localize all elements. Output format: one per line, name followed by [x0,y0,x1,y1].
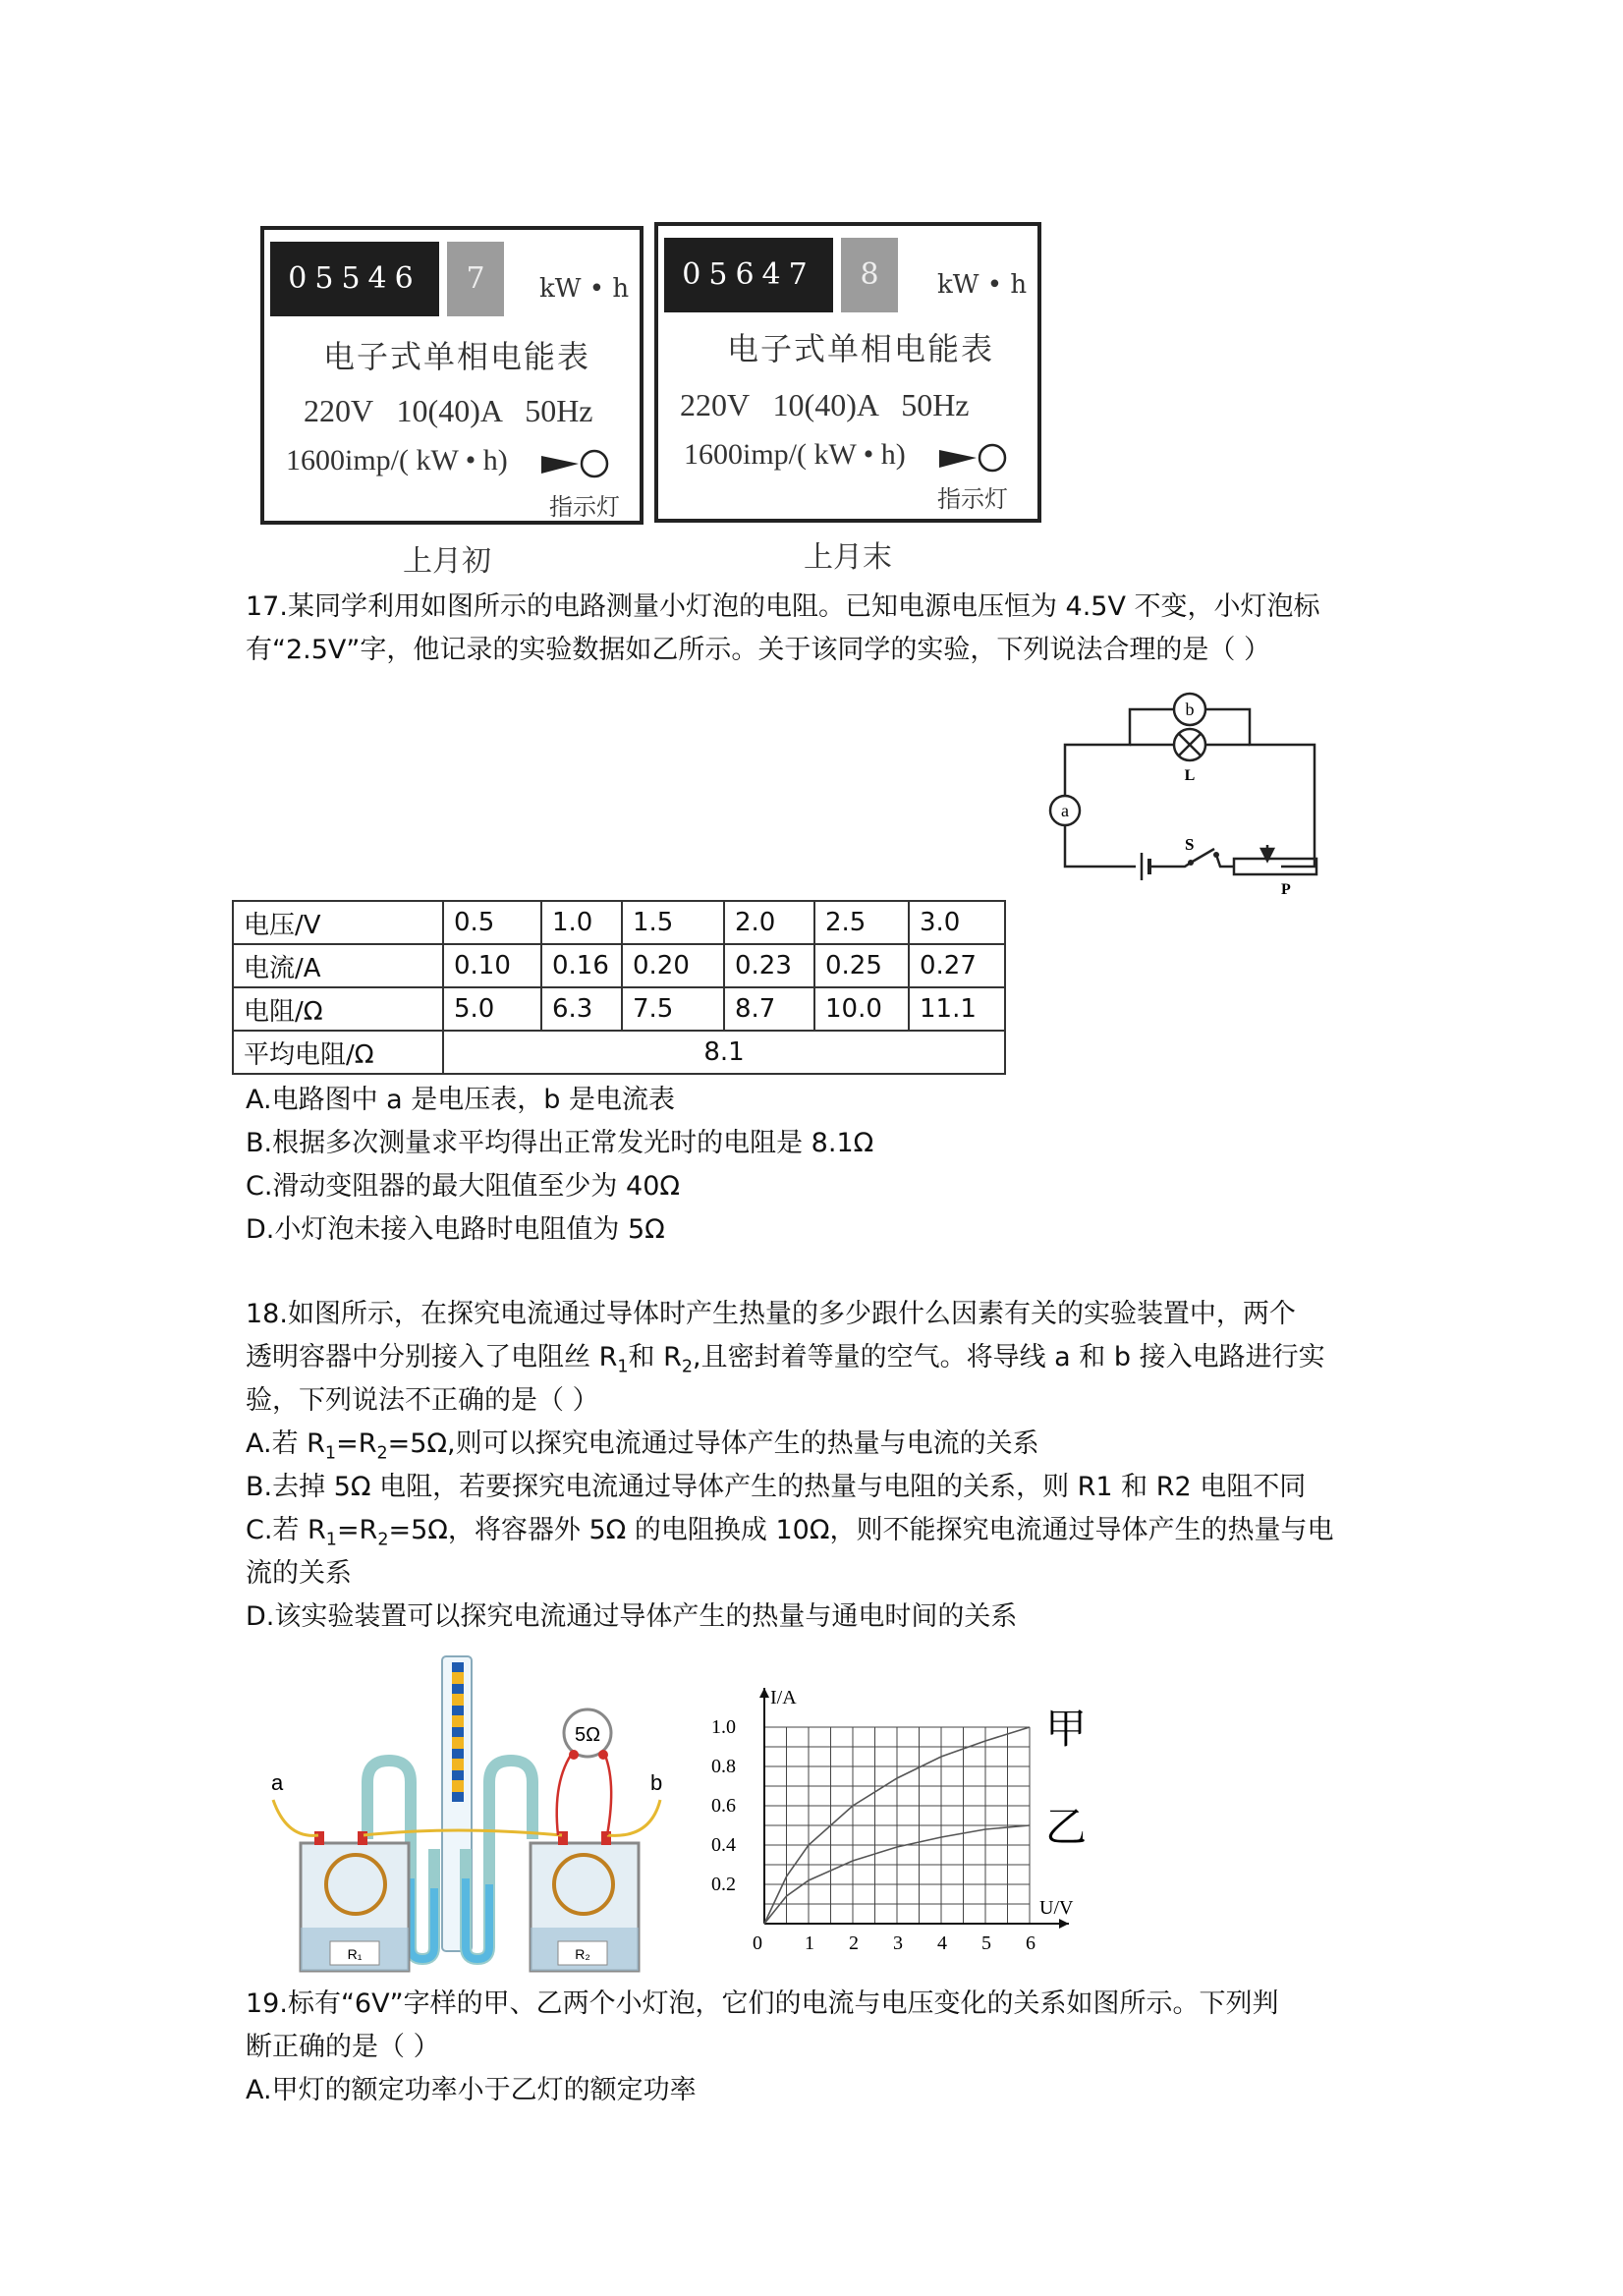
meter-name: 电子式单相电能表 [727,330,995,367]
x-tick-label: 5 [981,1932,991,1954]
y-tick-label: 0.2 [711,1874,736,1895]
table-row: 电阻/Ω 5.0 6.3 7.5 8.7 10.0 11.1 [233,987,1005,1031]
heating-apparatus [257,1652,680,1981]
indicator-light-icon [537,446,616,485]
r2-label: R₂ [575,1946,590,1962]
y-axis-arrow [759,1688,769,1698]
indicator-label: 指示灯 [549,493,620,521]
meter-decimal: 7 [447,242,504,316]
y-tick-label: 1.0 [711,1716,736,1738]
external-resistor-label: 5Ω [574,1724,601,1746]
meter-imp: 1600imp/( kW • h) [684,438,906,471]
iu-chart [709,1670,1122,1959]
q19-line1: 19.标有“6V”字样的甲、乙两个小灯泡，它们的电流与电压变化的关系如图所示。下列判 [246,1988,1279,2019]
x-tick-label: 6 [1026,1932,1035,1954]
energy-meter-end [654,222,1041,523]
switch-label: S [1185,835,1195,854]
table-row: 电流/A 0.10 0.16 0.20 0.23 0.25 0.27 [233,944,1005,987]
indicator-label: 指示灯 [937,485,1008,513]
meter-caption-start: 上月初 [403,544,491,579]
y-tick-label: 0.6 [711,1795,736,1817]
q18-line3: 验，下列说法不正确的是（ ） [246,1385,599,1416]
lamp-label: L [1184,767,1196,784]
meter-spec: 220V 10(40)A 50Hz [304,393,593,428]
x-tick-label: 1 [805,1932,814,1954]
r1-label: R₁ [347,1946,363,1962]
meter-name: 电子式单相电能表 [323,338,591,375]
energy-meter-start [260,226,644,525]
meter-spec: 220V 10(40)A 50Hz [680,387,970,422]
y-tick-label: 0.4 [711,1834,736,1856]
meter-unit: kW • h [539,274,630,304]
q17-data-table [232,900,1006,1075]
circuit-diagram [1041,678,1336,898]
q17-line2: 有“2.5V”字，他记录的实验数据如乙所示。关于该同学的实验，下列说法合理的是（ ） [246,635,1270,665]
q17-option-b: B.根据多次测量求平均得出正常发光时的电阻是 8.1Ω [246,1128,874,1158]
x-axis-label: U/V [1039,1897,1074,1919]
meter-unit: kW • h [937,270,1028,300]
table-row: 平均电阻/Ω 8.1 [233,1031,1005,1074]
indicator-light-icon [935,440,1014,479]
wire-a-label: a [271,1770,284,1795]
q18-option-c: C.若 $R_1=R_2=5\Omega$，将容器外 5Ω 的电阻换成 10Ω，则不能探究电流通过导体产生的热量与电 [246,1515,1334,1550]
q18-line1: 18.如图所示，在探究电流通过导体时产生热量的多少跟什么因素有关的实验装置中，两个 [246,1299,1296,1329]
q18-option-c-cont: 流的关系 [246,1558,352,1589]
meter-imp: 1600imp/( kW • h) [286,444,508,476]
q18-line2: 透明容器中分别接入了电阻丝 $R_1$和 $R_2$,且密封着等量的空气。将导线 a 和 b 接入电路进行实 [246,1342,1325,1377]
series-label-1: 乙 [1045,1803,1088,1851]
q19-line2: 断正确的是（ ） [246,2032,440,2062]
y-tick-label: 0.8 [711,1756,736,1777]
meter-reading: 05647 [664,238,833,312]
x-tick-label: 3 [893,1932,903,1954]
table-row: 电压/V 0.5 1.0 1.5 2.0 2.5 3.0 [233,901,1005,944]
x-axis-arrow [1059,1919,1069,1929]
x-tick-label: 2 [849,1932,859,1954]
voltmeter-label: b [1185,700,1195,719]
q19-option-a: A.甲灯的额定功率小于乙灯的额定功率 [246,2075,697,2105]
q17-option-c: C.滑动变阻器的最大阻值至少为 40Ω [246,1171,681,1202]
q17-option-a: A.电路图中 a 是电压表，b 是电流表 [246,1085,676,1115]
series-label-0: 甲 [1045,1705,1088,1753]
q17-line1: 17.某同学利用如图所示的电路测量小灯泡的电阻。已知电源电压恒为 4.5V 不变，小灯泡标 [246,591,1320,622]
x-tick-label: 0 [753,1932,762,1954]
y-axis-label: I/A [770,1687,797,1708]
slider-label: P [1281,881,1291,894]
meter-decimal: 8 [841,238,898,312]
q18-option-d: D.该实验装置可以探究电流通过导体产生的热量与通电时间的关系 [246,1601,1018,1632]
q18-option-a: A.若 $R_1=R_2=5\Omega$,则可以探究电流通过导体产生的热量与电流的关系 [246,1428,1039,1464]
wire-b-label: b [650,1770,663,1795]
meter-reading: 05546 [270,242,439,316]
ammeter-label: a [1061,801,1069,820]
q18-option-b: B.去掉 5Ω 电阻，若要探究电流通过导体产生的热量与电阻的关系，则 R1 和 R2 电阻不同 [246,1472,1307,1502]
meter-caption-end: 上月末 [804,540,892,575]
x-tick-label: 4 [937,1932,947,1954]
q17-option-d: D.小灯泡未接入电路时电阻值为 5Ω [246,1214,665,1245]
